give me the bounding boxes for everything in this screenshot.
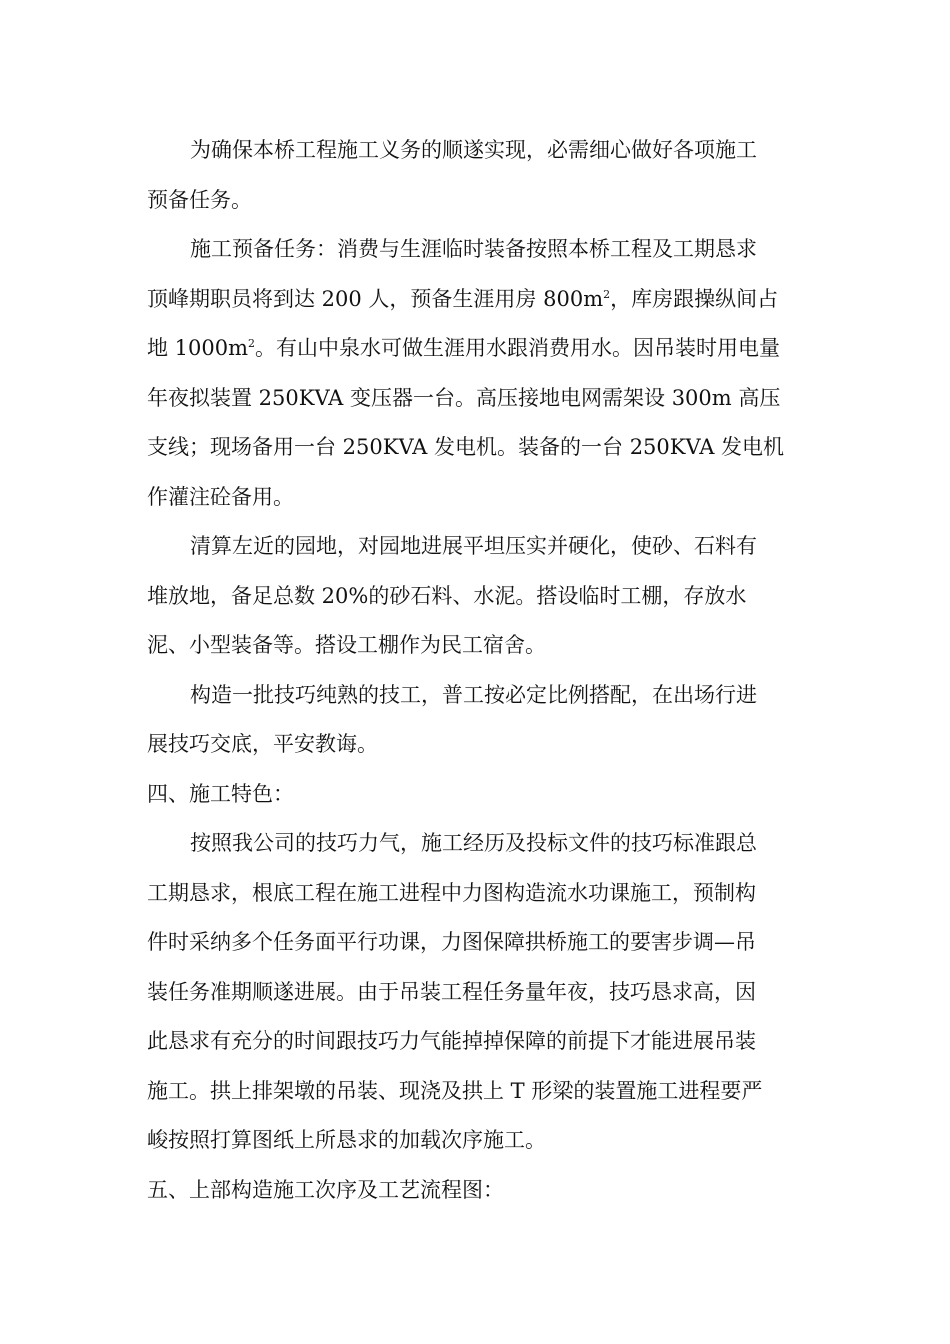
section-heading: 五、上部构造施工次序及工艺流程图： (147, 1177, 504, 1202)
text-line: 泥、小型装备等。搭设工棚作为民工宿舍。 (147, 633, 546, 657)
text-line: 堆放地，备足总数 20%的砂石料、水泥。搭设临时工棚，存放水 (147, 583, 747, 608)
text-line: 构造一批技巧纯熟的技工，普工按必定比例搭配，在出场行进 (190, 682, 757, 707)
text-line: 作灌注砼备用。 (147, 484, 294, 509)
text-line: 清算左近的园地，对园地进展平坦压实并硬化，使砂、石料有 (190, 534, 757, 558)
text-line: 支线；现场备用一台 250KVA 发电机。装备的一台 250KVA 发电机 (147, 435, 785, 459)
text-line: 件时采纳多个任务面平行功课，力图保障拱桥施工的要害步调—吊 (147, 930, 756, 954)
text-line: 预备任务。 (147, 187, 252, 212)
text-line: 顶峰期职员将到达 200 人，预备生涯用房 $800m^2$，库房跟操纵间占 (147, 286, 779, 311)
text-line: 地 $1000m^2$。有山中泉水可做生涯用水跟消费用水。因吊装时用电量 (147, 336, 781, 360)
text-line: 展技巧交底，平安教诲。 (147, 732, 378, 756)
section-heading: 四、施工特色： (147, 781, 294, 806)
text-line: 此恳求有充分的时间跟技巧力气能掉掉保障的前提下才能进展吊装 (147, 1029, 756, 1053)
document-body (147, 126, 807, 1215)
text-line: 峻按照打算图纸上所恳求的加载次序施工。 (147, 1128, 546, 1152)
text-line: 年夜拟装置 250KVA 变压器一台。高压接地电网需架设 300m 高压 (147, 385, 781, 410)
text-line: 施工。拱上排架墩的吊装、现浇及拱上 T 形梁的装置施工进程要严 (147, 1078, 763, 1103)
text-line: 为确保本桥工程施工义务的顺遂实现，必需细心做好各项施工 (190, 138, 757, 162)
text-line: 按照我公司的技巧力气，施工经历及投标文件的技巧标准跟总 (190, 831, 757, 855)
text-line: 装任务准期顺遂进展。由于吊装工程任务量年夜，技巧恳求高，因 (147, 979, 756, 1004)
text-line: 工期恳求，根底工程在施工进程中力图构造流水功课施工，预制构 (147, 880, 756, 905)
text-line: 施工预备任务：消费与生涯临时装备按照本桥工程及工期恳求 (190, 237, 757, 261)
